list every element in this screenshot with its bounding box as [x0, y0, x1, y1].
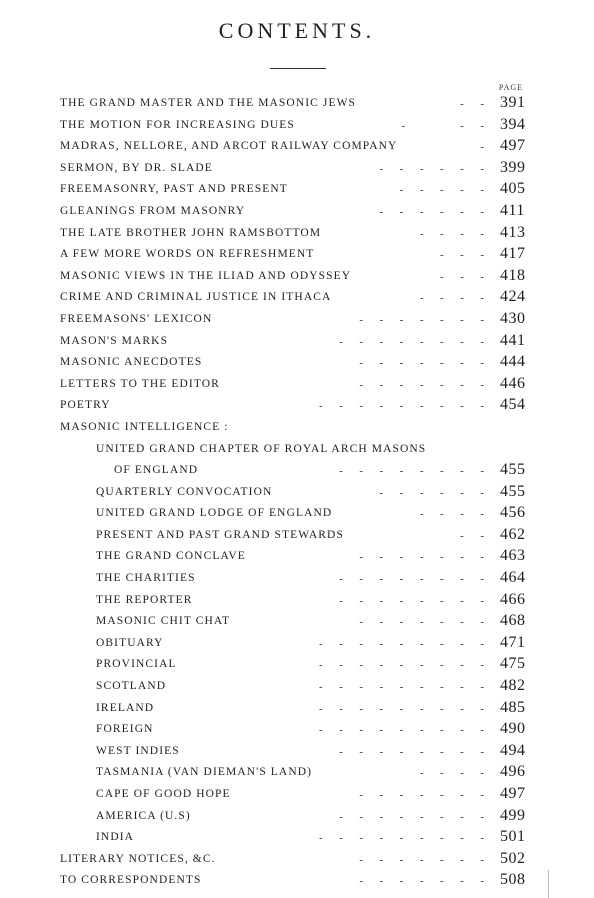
toc-entry-title: THE CHARITIES	[96, 572, 196, 585]
toc-entry-page-number: 482	[500, 677, 526, 695]
toc-leader-dashes: - - - - - - - -	[339, 465, 484, 478]
toc-leader-dashes: - - - - - - - -	[339, 335, 484, 348]
toc-entry	[0, 375, 594, 397]
toc-entry-title: MASONIC ANECDOTES	[60, 356, 203, 369]
toc-entry-page-number: 399	[500, 158, 526, 176]
toc-leader-dashes: - - - - - - -	[359, 378, 484, 391]
toc-entry	[0, 159, 594, 181]
toc-leader-dashes: - - -	[440, 270, 484, 283]
toc-entry-page-number: 475	[500, 655, 526, 673]
toc-leader-dashes: - - - -	[419, 227, 484, 240]
toc-entry	[0, 245, 594, 267]
toc-entry-title: PRESENT AND PAST GRAND STEWARDS	[96, 528, 344, 541]
toc-leader-dashes: - - - - - - - -	[339, 594, 484, 607]
toc-leader-dashes: - - - - - - -	[359, 789, 484, 801]
toc-leader-dashes: - - - - - - - - -	[319, 400, 484, 413]
toc-leader-dashes: - - - - - - - - -	[319, 724, 484, 737]
toc-entry-title: A FEW MORE WORDS ON REFRESHMENT	[60, 248, 315, 261]
toc-entry-page-number: 430	[500, 309, 526, 327]
toc-entry-page-number: 490	[500, 720, 526, 738]
toc-entry-title: TASMANIA (VAN DIEMAN'S LAND)	[96, 766, 313, 779]
toc-leader-dashes: - - - - - - -	[359, 875, 484, 888]
toc-entry-page-number: 502	[500, 849, 526, 867]
toc-entry-page-number: 405	[500, 180, 526, 198]
toc-entry-page-number: 468	[500, 612, 526, 630]
toc-entry-page-number: 455	[500, 482, 526, 500]
toc-entry	[0, 655, 594, 677]
toc-entry-title: THE MOTION FOR INCREASING DUES	[60, 118, 295, 131]
toc-entry-page-number: 417	[500, 245, 526, 263]
toc-entry-page-number: 462	[500, 525, 526, 543]
toc-entry	[0, 612, 594, 634]
toc-leader-dashes: - - - - - -	[379, 162, 484, 175]
toc-leader-dashes: - -	[460, 98, 484, 110]
toc-entry-title: QUARTERLY CONVOCATION	[96, 485, 273, 498]
toc-entry-title: MASON'S MARKS	[60, 334, 169, 347]
toc-entry	[0, 267, 594, 289]
toc-entry	[0, 483, 594, 505]
toc-entry-title: TO CORRESPONDENTS	[60, 874, 202, 887]
toc-entry-title: PROVINCIAL	[96, 658, 177, 671]
toc-entry	[0, 224, 594, 246]
toc-entry	[0, 742, 594, 764]
toc-entry-title: MASONIC INTELLIGENCE :	[60, 420, 229, 433]
toc-entry-title: UNITED GRAND CHAPTER OF ROYAL ARCH MASONS	[96, 442, 427, 455]
toc-entry	[0, 353, 594, 375]
toc-leader-dashes: - - - - - - -	[359, 853, 484, 866]
toc-entry-page-number: 463	[500, 547, 526, 565]
toc-entry	[0, 785, 594, 807]
toc-leader-dashes: - - - - - -	[379, 486, 484, 499]
toc-entry-page-number: 456	[500, 504, 526, 522]
toc-leader-dashes: - - - - - -	[379, 205, 484, 218]
toc-leader-dashes: - - - - - - - - -	[319, 681, 484, 694]
toc-entry-page-number: 455	[500, 461, 526, 479]
toc-entry-title: MADRAS, NELLORE, AND ARCOT RAILWAY COMPANY	[60, 140, 398, 153]
toc-entry	[0, 440, 594, 462]
toc-entry	[0, 720, 594, 742]
toc-entry-title: LETTERS TO THE EDITOR	[60, 377, 220, 390]
toc-leader-dashes: - - - - - - - -	[339, 810, 484, 823]
toc-entry	[0, 677, 594, 699]
toc-leader-dashes: - - - - - - - - -	[319, 659, 484, 672]
toc-entry-title: THE GRAND MASTER AND THE MASONIC JEWS	[60, 97, 357, 109]
toc-leader-dashes: - - - -	[419, 767, 484, 780]
toc-entry	[0, 310, 594, 332]
toc-entry-page-number: 494	[500, 741, 526, 759]
toc-leader-dashes: - - - - - - - - -	[319, 637, 484, 650]
toc-entry	[0, 418, 594, 440]
toc-entry-page-number: 413	[500, 223, 526, 241]
toc-leader-dashes: - - - -	[419, 292, 484, 305]
toc-entry-page-number: 485	[500, 698, 526, 716]
toc-entry-page-number: 496	[500, 763, 526, 781]
toc-entry	[0, 202, 594, 224]
page-title: CONTENTS.	[218, 18, 376, 43]
toc-entry-page-number: 508	[500, 871, 526, 889]
toc-leader-dashes: - -	[460, 529, 484, 542]
toc-leader-dashes: - - - - - - - -	[339, 573, 484, 586]
toc-leader-dashes: - - - -	[419, 508, 484, 521]
toc-entry	[0, 396, 594, 418]
toc-entry-title: IRELAND	[96, 701, 155, 714]
toc-entry	[0, 461, 594, 483]
title-rule	[270, 68, 326, 69]
page-margin-mark	[548, 870, 549, 898]
toc-entry-title: INDIA	[96, 831, 135, 844]
toc-entry-page-number: 418	[500, 266, 526, 284]
toc-entry	[0, 116, 594, 138]
toc-entry-page-number: 497	[500, 785, 526, 802]
toc-leader-dashes: - - -	[401, 119, 484, 132]
toc-entry-page-number: 464	[500, 569, 526, 587]
toc-entry	[0, 763, 594, 785]
toc-entry-page-number: 446	[500, 374, 526, 392]
toc-entry-page-number: 391	[500, 94, 526, 111]
toc-entry	[0, 526, 594, 548]
toc-entry	[0, 569, 594, 591]
toc-entry	[0, 591, 594, 613]
toc-entry-title: THE GRAND CONCLAVE	[96, 550, 246, 563]
toc-entry	[0, 828, 594, 850]
toc-entry-title: LITERARY NOTICES, &C.	[60, 852, 216, 865]
toc-entry-page-number: 499	[500, 806, 526, 824]
toc-entry-title: THE REPORTER	[96, 593, 193, 606]
toc-entry-title: OF ENGLAND	[114, 464, 199, 477]
table-of-contents	[0, 94, 594, 893]
toc-entry-page-number: 454	[500, 396, 526, 414]
toc-entry-page-number: 466	[500, 590, 526, 608]
toc-entry	[0, 634, 594, 656]
toc-entry	[0, 137, 594, 159]
toc-entry-page-number: 441	[500, 331, 526, 349]
toc-entry-title: FOREIGN	[96, 723, 154, 736]
toc-leader-dashes: - - - - - - -	[359, 616, 484, 629]
toc-entry-title: GLEANINGS FROM MASONRY	[60, 204, 246, 217]
toc-entry	[0, 94, 594, 116]
toc-leader-dashes: - - -	[440, 249, 484, 262]
toc-entry	[0, 547, 594, 569]
toc-entry-title: OBITUARY	[96, 636, 164, 649]
toc-entry-page-number: 501	[500, 828, 526, 846]
toc-leader-dashes: - - - - - - -	[359, 313, 484, 326]
toc-entry-page-number: 444	[500, 353, 526, 371]
toc-leader-dashes: - - - - - - -	[359, 551, 484, 564]
toc-entry-page-number: 424	[500, 288, 526, 306]
toc-entry-page-number: 497	[500, 137, 526, 155]
toc-entry	[0, 807, 594, 829]
toc-entry-title: FREEMASONS' LEXICON	[60, 312, 213, 325]
toc-entry-page-number: 394	[500, 115, 526, 133]
toc-entry-title: MASONIC VIEWS IN THE ILIAD AND ODYSSEY	[60, 269, 352, 282]
toc-entry-title: WEST INDIES	[96, 744, 180, 757]
toc-entry-title: POETRY	[60, 399, 111, 412]
toc-leader-dashes: - - - - - - - -	[339, 745, 484, 758]
toc-entry-page-number: 411	[500, 201, 525, 219]
toc-entry-title: AMERICA (U.S)	[96, 809, 191, 822]
toc-entry-title: MASONIC CHIT CHAT	[96, 615, 231, 628]
toc-leader-dashes: - - - - - - - - -	[319, 702, 484, 715]
toc-leader-dashes: -	[480, 141, 484, 154]
toc-entry-title: UNITED GRAND LODGE OF ENGLAND	[96, 507, 333, 520]
toc-entry	[0, 504, 594, 526]
toc-leader-dashes: - - - - - - - - -	[319, 832, 484, 845]
toc-entry	[0, 871, 594, 893]
toc-leader-dashes: - - - - - - -	[359, 357, 484, 370]
toc-entry	[0, 288, 594, 310]
toc-entry	[0, 332, 594, 354]
toc-entry	[0, 850, 594, 872]
page-column-header: PAGE	[498, 83, 524, 92]
toc-entry-title: CAPE OF GOOD HOPE	[96, 788, 231, 800]
toc-entry-title: THE LATE BROTHER JOHN RAMSBOTTOM	[60, 226, 322, 239]
toc-entry-title: SERMON, BY DR. SLADE	[60, 161, 213, 174]
toc-leader-dashes: - - - - -	[399, 184, 484, 197]
toc-entry-title: CRIME AND CRIMINAL JUSTICE IN ITHACA	[60, 291, 332, 304]
toc-entry-title: SCOTLAND	[96, 680, 167, 693]
toc-entry-page-number: 471	[500, 633, 526, 651]
toc-entry	[0, 699, 594, 721]
toc-entry	[0, 180, 594, 202]
toc-entry-title: FREEMASONRY, PAST AND PRESENT	[60, 183, 288, 196]
